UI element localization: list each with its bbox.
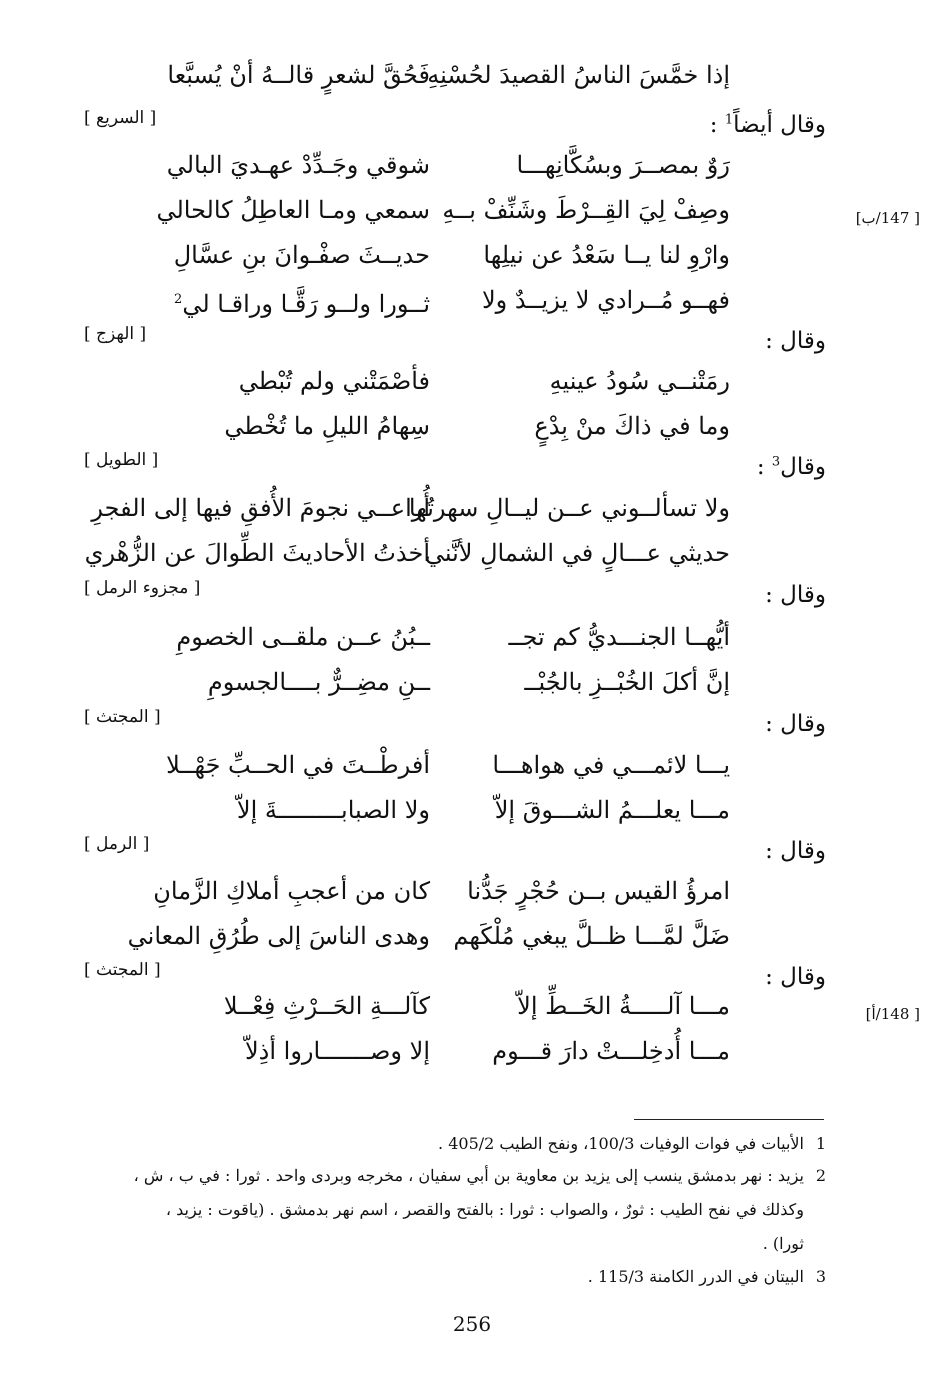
intro-text: وقال [780, 964, 826, 990]
verse-first-hemistich: رَوٌ بمصــرَ وبسُكَّانِهـــا [516, 151, 730, 179]
hemistich-text: ثــورا ولــو رَقَّـا وراقـا لي [182, 290, 430, 318]
footnote-number: 3 [815, 1267, 826, 1286]
intro-text: وقال [780, 838, 826, 864]
footnote [116, 1231, 826, 1257]
page-number: 256 [452, 1312, 492, 1336]
hemistich-text: ولا الصبابـــــــــةَ إلاّ [236, 796, 430, 824]
verse-first-hemistich: ضَلَّ لمَّـــا ظــلَّ يبغي مُلْكَهم [453, 922, 730, 950]
verse-second-hemistich [224, 411, 430, 441]
intro-colon: : [765, 964, 781, 990]
verse-first-hemistich: ولا تسألــوني عــن ليــالِ سهرتُها [408, 494, 730, 522]
verse-first-hemistich: فهــو مُــرادي لا يزيــدٌ ولا [481, 286, 730, 314]
footnote-text: يزيد : نهر بدمشق ينسب إلى يزيد بن معاوية بن أبي سفيان ، مخرجه وبردى واحد . ثورا : في ب ، ش ، [133, 1166, 804, 1185]
verse-second-hemistich [245, 1036, 430, 1066]
hemistich-text: فأصْمَتْني ولم تُبْطي [238, 367, 430, 395]
hemistich-text: أُراعــي نجومَ الأُفقِ فيها إلى الفجرِ [91, 494, 430, 522]
intro-colon: : [765, 328, 781, 354]
verse-first-hemistich: وصِفْ لِيَ القِــرْطَ وشَنِّفْ بــهِ [442, 196, 730, 224]
verse-first-hemistich: وما في ذاكَ منْ بِدْعٍ [534, 412, 730, 440]
footnote-text: البيتان في الدرر الكامنة 115/3 . [587, 1267, 804, 1286]
verse-second-hemistich [239, 366, 430, 396]
footnote-separator [634, 1119, 824, 1120]
hemistich-text: ــبُنُ عــن ملقــى الخصومِ [176, 623, 430, 651]
verse-first-hemistich: امرؤُ القيس بــن حُجْرٍ جَدُّنا [467, 877, 730, 905]
hemistich-text: سِهامُ الليلِ ما تُخْطي [224, 412, 430, 440]
hemistich-text: حديــثَ صفْـوانَ بنِ عسَّالِ [173, 241, 430, 269]
verse-first-hemistich: مـــا يعلـــمُ الشـــوقَ إلاّ [494, 796, 730, 824]
verse-second-hemistich [128, 921, 430, 951]
poetic-meter-label: [ الهزج ] [84, 324, 147, 344]
footnote [116, 1197, 826, 1223]
poetic-meter-label: [ مجزوء الرمل ] [84, 578, 201, 598]
footnote [116, 1131, 826, 1157]
poetic-meter-label: [ المجتث ] [84, 707, 161, 727]
intro-text: وقال [780, 582, 826, 608]
footnote-marker: 3 [771, 454, 781, 470]
poetic-meter-label: [ الرمل ] [84, 834, 150, 854]
hemistich-text: إلا وصـــــــاروا أذِلاّ [244, 1037, 430, 1065]
footnote [116, 1163, 826, 1189]
verse-second-hemistich [167, 60, 430, 90]
hemistich-text: كآلـــةِ الحَــرْثِ فِعْــلا [223, 992, 430, 1020]
footnote-text: وكذلك في نفح الطيب : ثورٌ ، والصواب : ثورا : بالفتح والقصر ، اسم نهر بدمشق . (ياقوت : يزيد ، [165, 1200, 804, 1219]
verse-second-hemistich [167, 150, 430, 180]
poem-introduction [765, 711, 826, 737]
poem-introduction [765, 964, 826, 990]
verse-second-hemistich [153, 876, 430, 906]
footnote-marker: 2 [174, 292, 183, 307]
verse-first-hemistich: وارْوِ لنا يــا سَعْدُ عن نيلِها [483, 241, 730, 269]
intro-colon: : [765, 838, 781, 864]
manuscript-folio-marker: [ 148/أ] [865, 1005, 920, 1023]
verse-first-hemistich: مـــا آلـــــةُ الخَــطِّ إلاّ [517, 992, 730, 1020]
verse-first-hemistich: رمَتْنــي سُودُ عينيهِ [549, 367, 730, 395]
footnote [116, 1264, 826, 1290]
verse-first-hemistich: يـــا لائمـــي في هواهـــا [492, 751, 730, 779]
verse-first-hemistich: أيُّهــا الجنـــديُّ كم تجــ [508, 623, 730, 651]
verse-second-hemistich [166, 750, 430, 780]
intro-colon: : [709, 112, 725, 138]
verse-second-hemistich [174, 285, 430, 319]
intro-text: وقال [780, 711, 826, 737]
footnote-text: الأبيات في فوات الوفيات 100/3، ونفح الطيب 405/2 . [438, 1134, 804, 1153]
intro-colon: : [765, 711, 781, 737]
hemistich-text: فَحُقَّ لشعرٍ قالــهُ أنْ يُسبَّعا [167, 61, 430, 89]
verse-first-hemistich: حديثي عـــالٍ في الشمالِ لأنَّني [424, 539, 730, 567]
footnote-number: 1 [815, 1134, 826, 1153]
poetic-meter-label: [ السريع ] [84, 108, 157, 128]
intro-text: وقال [780, 328, 826, 354]
poem-introduction [765, 328, 826, 354]
hemistich-text: أخذتُ الأحاديثَ الطِّوالَ عن الزُّهْري [84, 539, 430, 567]
footnote-number: 2 [815, 1166, 826, 1185]
poem-introduction [710, 112, 826, 138]
footnote-text: ثورا) . [762, 1234, 804, 1253]
poetic-meter-label: [ المجتث ] [84, 960, 161, 980]
poem-introduction [765, 582, 826, 608]
intro-colon: : [756, 454, 772, 480]
verse-second-hemistich [237, 795, 430, 825]
intro-text: وقال [780, 454, 826, 480]
hemistich-text: كان من أعجبِ أملاكِ الزَّمانِ [153, 877, 430, 905]
poetic-meter-label: [ الطويل ] [84, 450, 159, 470]
intro-text: وقال أيضاً [733, 112, 826, 138]
poem-introduction [757, 454, 826, 480]
hemistich-text: شوقي وجَـدِّدْ عهـديَ البالي [166, 151, 430, 179]
intro-colon: : [765, 582, 781, 608]
hemistich-text: أفرطْــتَ في الحــبِّ جَهْــلا [166, 751, 430, 779]
verse-second-hemistich [224, 991, 430, 1021]
verse-first-hemistich: إنَّ أكلَ الخُبْــزِ بالجُبْــ [524, 668, 730, 696]
verse-second-hemistich [174, 240, 430, 270]
hemistich-text: وهدى الناسَ إلى طُرُقِ المعاني [127, 922, 430, 950]
verse-second-hemistich [176, 622, 430, 652]
hemistich-text: سمعي ومـا العاطِلُ كالحالي [156, 196, 430, 224]
verse-second-hemistich [156, 195, 430, 225]
hemistich-text: ــنِ مضِــرٌّ بــــالجسومِ [207, 668, 430, 696]
verse-second-hemistich [91, 493, 430, 523]
verse-second-hemistich [208, 667, 430, 697]
verse-first-hemistich: إذا خمَّسَ الناسُ القصيدَ لحُسْنِهِ [427, 61, 730, 89]
footnote-marker: 1 [724, 112, 734, 128]
poem-introduction [765, 838, 826, 864]
verse-first-hemistich: مـــا أُدخِلـــتْ دارَ قـــوم [492, 1037, 730, 1065]
manuscript-folio-marker: [ 147/ب] [855, 209, 920, 227]
verse-second-hemistich [85, 538, 430, 568]
